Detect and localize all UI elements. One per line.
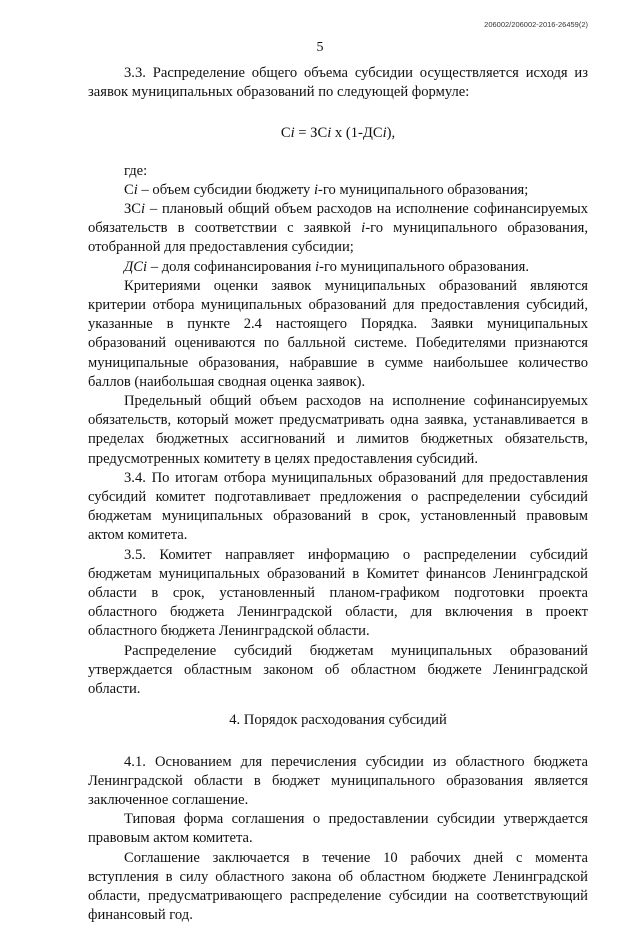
document-stamp: 206002/206002-2016-26459(2) [484,20,588,29]
where-label: где: [124,162,148,179]
page-number: 5 [316,40,324,55]
paragraph-limit: Предельный общий объем расходов на исполнение софинансируемых обязательств, который может предусматривать одна заявка, устанавливается в пределах бюджетных ассигнований и лимитов бюджетных обязательств, предусмотренных комитету в целях предоставления субсидий. [88,393,588,467]
section-heading-4: 4. Порядок расходования субсидий [229,712,447,729]
paragraph-form: Типовая форма соглашения о предоставлении субсидии утверждается правовым актом комитета. [88,811,588,847]
paragraph-criteria: Критериями оценки заявок муниципальных образований являются критерии отбора муниципальных образований для предоставления субсидий, указанные в пункте 2.4 настоящего Порядка. Заявки муниципальных образований оцениваются по балльной системе. Победителями признаются муниципальные образования, набравшие в сумме наибольшее количество баллов (наибольшая сводная оценка заявок). [88,277,588,390]
paragraph-distribution: Распределение субсидий бюджетам муниципальных образований утверждается областным законом об областном бюджете Ленинградской области. [88,642,588,698]
definition-dci: ДСi – доля софинансирования i-го муниципального образования. [124,258,529,275]
paragraph-4-1: 4.1. Основанием для перечисления субсидии из областного бюджета Ленинградской области в бюджет муниципального образования является заключенное соглашение. [88,753,588,808]
paragraph-3-4: 3.4. По итогам отбора муниципальных образований для предоставления субсидий комитет подготавливает предложения о распределении субсидий бюджетам муниципальных образований в срок, установленный правовым актом комитета. [88,469,588,544]
paragraph-3-5: 3.5. Комитет направляет информацию о распределении субсидий бюджетам муниципальных образований в Комитет финансов Ленинградской области в срок, установленный планом-графиком подготовки проекта областного бюджета Ленинградской области, для включения в проект областного бюджета Ленинградской области. [88,546,588,640]
definition-ci: Сi – объем субсидии бюджету i-го муниципального образования; [124,181,529,198]
paragraph-term: Соглашение заключается в течение 10 рабочих дней с момента вступления в силу областного закона об областном бюджете Ленинградской области, предусматривающего распределение субсидии на соответствующий финансовый год. [88,849,588,924]
definition-zci: ЗСi – плановый общий объем расходов на исполнение софинансируемых обязательств в соответствии с заявкой i-го муниципального образования, отобранной для предоставления субсидии; [88,201,588,256]
formula: Сi = ЗСi х (1-ДСi), [280,125,396,142]
paragraph-3-3: 3.3. Распределение общего объема субсидии осуществляется исходя из заявок муниципальных образований по следующей формуле: [88,65,588,101]
document-body [88,64,588,925]
